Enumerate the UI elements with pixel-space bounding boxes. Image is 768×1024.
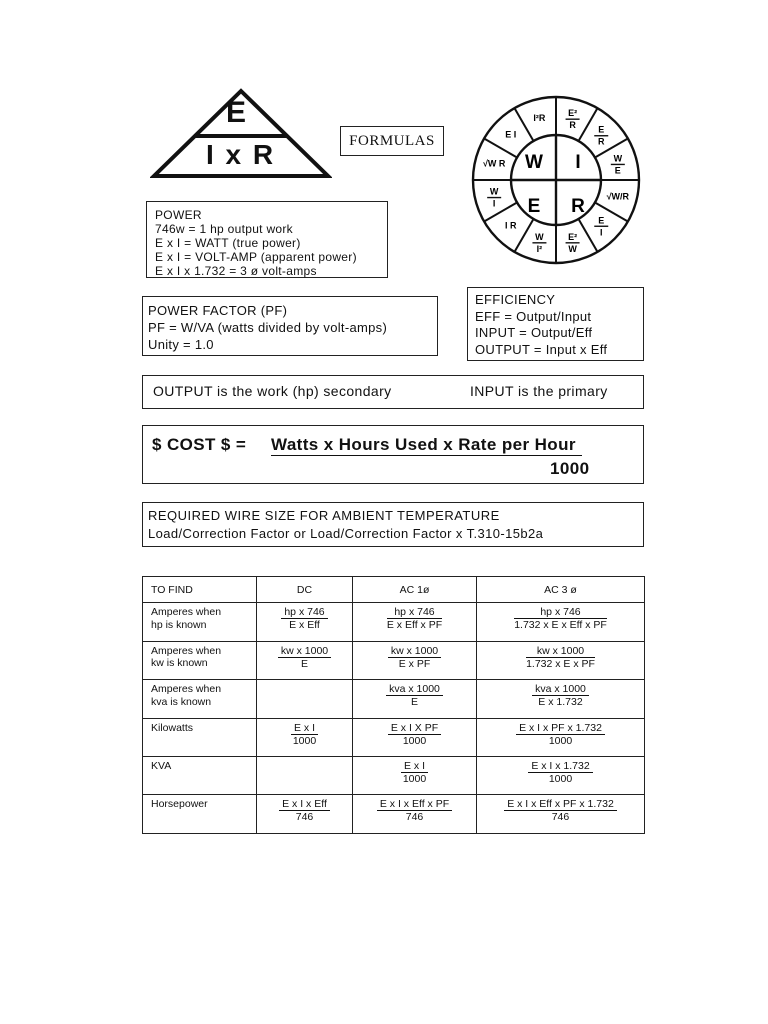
formula-numerator: E x I X PF bbox=[388, 722, 441, 735]
formula-fraction bbox=[377, 798, 452, 823]
table-row bbox=[143, 718, 645, 756]
table-row bbox=[143, 603, 645, 641]
ac1-formula-cell bbox=[353, 795, 477, 834]
wheel-segment-numerator: W bbox=[489, 186, 499, 197]
formula-denominator: 1000 bbox=[548, 734, 573, 747]
formula-denominator: 746 bbox=[551, 811, 570, 824]
efficiency-title: EFFICIENCY bbox=[475, 292, 556, 307]
wheel-segment-denominator: I² bbox=[536, 243, 543, 254]
formula-numerator: E x I bbox=[291, 722, 318, 735]
formula-denominator: E bbox=[410, 696, 418, 709]
power-line: 746w = 1 hp output work bbox=[155, 222, 293, 236]
row-label-line: Horsepower bbox=[151, 798, 208, 811]
header-ac3: AC 3 ø bbox=[477, 577, 645, 603]
formula-denominator: 1000 bbox=[402, 734, 427, 747]
wheel-segment-numerator: W bbox=[613, 153, 623, 164]
formula-numerator: hp x 746 bbox=[281, 606, 327, 619]
cost-numerator: Watts x Hours Used x Rate per Hour bbox=[271, 435, 582, 456]
formula-fraction bbox=[504, 798, 617, 823]
table-row bbox=[143, 680, 645, 718]
wheel-segment-numerator: E bbox=[598, 124, 605, 135]
output-text: OUTPUT is the work (hp) secondary bbox=[153, 383, 392, 399]
formula-fraction bbox=[278, 645, 331, 670]
formula-numerator: kva x 1000 bbox=[532, 683, 589, 696]
pf-title: POWER FACTOR (PF) bbox=[148, 303, 288, 318]
formula-numerator: kw x 1000 bbox=[526, 645, 595, 658]
row-label bbox=[143, 795, 257, 834]
row-label-line: Amperes when bbox=[151, 644, 222, 657]
wire-size-box bbox=[142, 502, 644, 547]
ac3-formula-cell bbox=[477, 718, 645, 756]
row-label-line: Kilowatts bbox=[151, 721, 194, 734]
formula-denominator: 1000 bbox=[548, 773, 573, 786]
ac1-formula-cell bbox=[353, 680, 477, 718]
wheel-center-letter: I bbox=[575, 152, 581, 173]
wheel-segment-denominator: R bbox=[598, 136, 605, 147]
output-input-box bbox=[142, 375, 644, 409]
power-line: E x I = WATT (true power) bbox=[155, 236, 301, 250]
wire-size-line: Load/Correction Factor or Load/Correction Factor x T.310-15b2a bbox=[148, 526, 544, 541]
row-label-line: Amperes when bbox=[151, 606, 222, 619]
power-title: POWER bbox=[155, 208, 202, 222]
table-row bbox=[143, 757, 645, 795]
dc-formula-cell bbox=[257, 641, 353, 679]
ac3-formula-cell bbox=[477, 795, 645, 834]
row-label bbox=[143, 680, 257, 718]
formula-table bbox=[142, 576, 645, 834]
row-label-line: kva is known bbox=[151, 695, 212, 708]
dc-formula-cell bbox=[257, 757, 353, 795]
ac1-formula-cell bbox=[353, 641, 477, 679]
input-text: INPUT is the primary bbox=[470, 383, 608, 399]
header-ac1: AC 1ø bbox=[353, 577, 477, 603]
wheel-segment-formula: √W R bbox=[482, 158, 506, 169]
efficiency-line: INPUT = Output/Eff bbox=[475, 325, 593, 340]
dc-formula-cell bbox=[257, 603, 353, 641]
formula-denominator: 746 bbox=[295, 811, 314, 824]
formula-numerator: E x I x Eff x PF bbox=[377, 798, 452, 811]
wheel-segment-numerator: E bbox=[598, 215, 605, 226]
formula-numerator: E x I x 1.732 bbox=[528, 760, 592, 773]
formula-fraction bbox=[279, 798, 330, 823]
ac3-formula-cell bbox=[477, 680, 645, 718]
formula-numerator: kw x 1000 bbox=[388, 645, 441, 658]
formula-numerator: kw x 1000 bbox=[278, 645, 331, 658]
row-label bbox=[143, 603, 257, 641]
ohms-law-triangle bbox=[150, 88, 332, 180]
ac1-formula-cell bbox=[353, 757, 477, 795]
formula-fraction bbox=[516, 722, 605, 747]
formula-fraction bbox=[528, 760, 592, 785]
wheel-segment-numerator: E² bbox=[568, 108, 578, 119]
table-row bbox=[143, 641, 645, 679]
formulas-label-box bbox=[340, 126, 444, 156]
formula-denominator: E bbox=[300, 657, 308, 670]
formula-denominator: E x PF bbox=[398, 657, 431, 670]
formula-fraction bbox=[291, 722, 318, 747]
formula-fraction bbox=[388, 645, 441, 670]
wheel-segment-denominator: R bbox=[569, 120, 576, 131]
wheel-center-letter: R bbox=[571, 196, 585, 217]
triangle-bottom-formula: I x R bbox=[206, 139, 276, 170]
formula-fraction bbox=[514, 606, 607, 631]
formula-numerator: hp x 746 bbox=[387, 606, 442, 619]
row-label-line: kw is known bbox=[151, 657, 208, 670]
ac1-formula-cell bbox=[353, 603, 477, 641]
dc-formula-cell bbox=[257, 795, 353, 834]
formula-fraction bbox=[388, 722, 441, 747]
pf-line: PF = W/VA (watts divided by volt-amps) bbox=[148, 320, 388, 335]
wheel-center-letter: E bbox=[527, 196, 541, 217]
efficiency-box bbox=[467, 287, 644, 361]
formula-denominator: 1.732 x E x Eff x PF bbox=[514, 619, 607, 632]
formula-numerator: E x I x Eff bbox=[279, 798, 330, 811]
triangle-top-letter: E bbox=[226, 96, 247, 129]
wire-size-title: REQUIRED WIRE SIZE FOR AMBIENT TEMPERATURE bbox=[148, 508, 500, 523]
ac1-formula-cell bbox=[353, 718, 477, 756]
header-to-find: TO FIND bbox=[143, 577, 257, 603]
table-row bbox=[143, 795, 645, 834]
power-box bbox=[146, 201, 388, 278]
wheel-segment-formula: I R bbox=[504, 220, 517, 231]
wheel-segment-numerator: E² bbox=[568, 231, 578, 242]
efficiency-line: EFF = Output/Input bbox=[475, 308, 592, 324]
power-line: E x I = VOLT-AMP (apparent power) bbox=[155, 250, 357, 264]
cost-denominator: 1000 bbox=[550, 459, 590, 478]
formula-numerator: kva x 1000 bbox=[386, 683, 443, 696]
ac3-formula-cell bbox=[477, 757, 645, 795]
formulas-label: FORMULAS bbox=[349, 133, 435, 149]
formula-numerator: hp x 746 bbox=[514, 606, 607, 619]
formula-numerator: E x I x PF x 1.732 bbox=[516, 722, 605, 735]
table-header-row bbox=[143, 577, 645, 603]
dc-formula-cell bbox=[257, 718, 353, 756]
row-label bbox=[143, 641, 257, 679]
header-dc: DC bbox=[257, 577, 353, 603]
formula-fraction bbox=[532, 683, 589, 708]
cost-label: $ COST $ = bbox=[152, 435, 247, 454]
formula-denominator: 746 bbox=[405, 811, 424, 824]
formula-denominator: 1.732 x E x PF bbox=[526, 657, 595, 670]
row-label-line: hp is known bbox=[151, 618, 207, 631]
formula-denominator: 1000 bbox=[292, 734, 317, 747]
formula-fraction bbox=[401, 760, 428, 785]
formula-denominator: E x Eff x PF bbox=[386, 619, 443, 632]
power-wheel bbox=[470, 94, 642, 266]
power-factor-box bbox=[142, 296, 438, 356]
row-label-line: Amperes when bbox=[151, 683, 222, 696]
wheel-center-letter: W bbox=[525, 152, 543, 173]
formula-denominator: E x 1.732 bbox=[538, 696, 583, 709]
formula-fraction bbox=[526, 645, 595, 670]
formula-fraction bbox=[281, 606, 327, 631]
power-line: E x I x 1.732 = 3 ø volt-amps bbox=[155, 264, 317, 278]
wheel-segment-formula: E I bbox=[505, 129, 517, 140]
formula-denominator: E x Eff bbox=[289, 619, 320, 632]
formula-numerator: E x I bbox=[401, 760, 428, 773]
row-label bbox=[143, 757, 257, 795]
row-label bbox=[143, 718, 257, 756]
formula-fraction bbox=[387, 606, 442, 631]
wheel-segment-formula: √W/R bbox=[606, 191, 630, 202]
wheel-segment-numerator: W bbox=[535, 231, 544, 242]
pf-line: Unity = 1.0 bbox=[148, 337, 214, 352]
row-label-line: KVA bbox=[151, 760, 172, 773]
formula-numerator: E x I x Eff x PF x 1.732 bbox=[504, 798, 617, 811]
formula-denominator: 1000 bbox=[402, 773, 427, 786]
cost-box bbox=[142, 425, 644, 484]
efficiency-line: OUTPUT = Input x Eff bbox=[475, 341, 608, 357]
wheel-segment-formula: I²R bbox=[533, 113, 546, 124]
dc-formula-cell bbox=[257, 680, 353, 718]
wheel-segment-denominator: I bbox=[599, 227, 603, 238]
ac3-formula-cell bbox=[477, 603, 645, 641]
wheel-segment-denominator: W bbox=[568, 243, 577, 254]
formula-fraction bbox=[386, 683, 443, 708]
wheel-segment-denominator: E bbox=[614, 165, 621, 176]
ac3-formula-cell bbox=[477, 641, 645, 679]
wheel-segment-denominator: I bbox=[492, 198, 496, 209]
